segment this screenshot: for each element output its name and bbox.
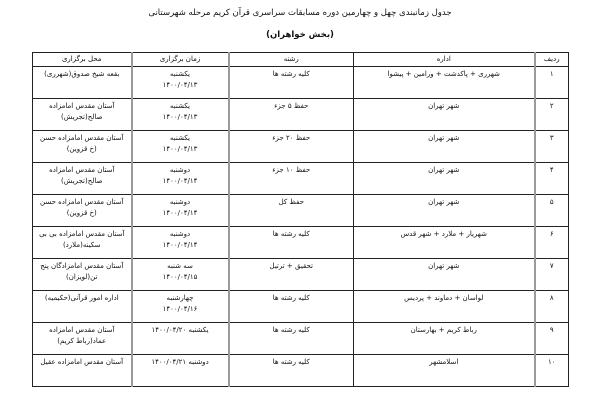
- cell-venue: بقعه شیخ صدوق(شهرری): [33, 67, 132, 99]
- table-row: [33, 227, 569, 259]
- cell-date: ۱۴۰۰/۰۴/۲۱: [151, 358, 187, 366]
- cell-date: ۱۴۰۰/۰۴/۱۴: [162, 241, 198, 249]
- table-row: [33, 99, 569, 131]
- cell-field: حفظ ۲۰ جزء: [229, 131, 354, 163]
- cell-venue: آستان مقدس امامزاده حسن (خ قزوین): [33, 195, 132, 227]
- cell-venue: آستان مقدس امامزاده صالح(تجریش): [33, 99, 132, 131]
- cell-day: دوشنبه: [188, 358, 209, 366]
- cell-index: ۱: [535, 67, 569, 99]
- header-office: اداره: [354, 53, 535, 67]
- cell-office: لواسان + دماوند + پردیس: [354, 291, 535, 323]
- header-field: رشته: [229, 53, 354, 67]
- cell-office: شهر تهران: [354, 163, 535, 195]
- cell-time: [132, 67, 229, 99]
- cell-field: کلیه رشته ها: [229, 323, 354, 355]
- cell-office: شهرری + پاکدشت + ورامین + پیشوا: [354, 67, 535, 99]
- cell-venue: آستان مقدس امامزاده بی بی سکینه(ملارد): [33, 227, 132, 259]
- cell-index: ۵: [535, 195, 569, 227]
- cell-date: ۱۴۰۰/۰۴/۱۳: [162, 145, 198, 153]
- cell-time: [132, 99, 229, 131]
- cell-date: ۱۴۰۰/۰۴/۲۰: [151, 326, 187, 334]
- cell-venue: اداره امور قرآنی(حکیمیه): [33, 291, 132, 323]
- cell-field: حفظ ۱۰ جزء: [229, 163, 354, 195]
- table-row: [33, 131, 569, 163]
- cell-time: [132, 259, 229, 291]
- cell-index: ۹: [535, 323, 569, 355]
- cell-time: [132, 227, 229, 259]
- cell-date: ۱۴۰۰/۰۴/۱۳: [162, 81, 198, 89]
- cell-index: ۴: [535, 163, 569, 195]
- cell-day: یکشنبه: [169, 102, 191, 110]
- cell-venue: آستان مقدس امامزاده صالح(تجریش): [33, 163, 132, 195]
- cell-office: شهر تهران: [354, 131, 535, 163]
- cell-field: تحقیق + ترتیل: [229, 259, 354, 291]
- cell-time: [132, 323, 229, 355]
- cell-time: [132, 131, 229, 163]
- cell-venue: آستان مقدس امامزاده عقیل: [33, 355, 132, 387]
- cell-time: [132, 163, 229, 195]
- table-row: [33, 67, 569, 99]
- cell-index: ۷: [535, 259, 569, 291]
- cell-office: شهر تهران: [354, 259, 535, 291]
- cell-office: شهر تهران: [354, 99, 535, 131]
- cell-day: دوشنبه: [169, 166, 191, 174]
- cell-time: [132, 291, 229, 323]
- cell-field: کلیه رشته ها: [229, 291, 354, 323]
- cell-day: یکشنبه: [169, 134, 191, 142]
- header-index: ردیف: [535, 53, 569, 67]
- cell-office: شهریار + ملارد + شهر قدس: [354, 227, 535, 259]
- cell-time: [132, 355, 229, 387]
- cell-field: کلیه رشته ها: [229, 355, 354, 387]
- cell-office: رباط کریم + بهارستان: [354, 323, 535, 355]
- cell-date: ۱۴۰۰/۰۴/۱۴: [162, 209, 198, 217]
- cell-venue: آستان مقدس امامزاده عماد(رباط کریم): [33, 323, 132, 355]
- table-row: [33, 195, 569, 227]
- cell-day: چهارشنبه: [166, 294, 194, 302]
- cell-field: حفظ کل: [229, 195, 354, 227]
- cell-office: اسلامشهر: [354, 355, 535, 387]
- table-row: [33, 323, 569, 355]
- table-row: [33, 355, 569, 387]
- cell-index: ۲: [535, 99, 569, 131]
- cell-field: کلیه رشته ها: [229, 227, 354, 259]
- cell-index: ۳: [535, 131, 569, 163]
- cell-day: دوشنبه: [169, 230, 191, 238]
- cell-day: یکشنبه: [188, 326, 209, 334]
- cell-venue: آستان مقدس امامزاده حسن (خ قزوین): [33, 131, 132, 163]
- cell-field: کلیه رشته ها: [229, 67, 354, 99]
- table-row: [33, 291, 569, 323]
- cell-time: [132, 195, 229, 227]
- cell-index: ۶: [535, 227, 569, 259]
- cell-day: دوشنبه: [169, 198, 191, 206]
- header-time: زمان برگزاری: [132, 53, 229, 67]
- cell-date: ۱۴۰۰/۰۴/۱۵: [162, 273, 198, 281]
- cell-venue: آستان مقدس امامزادگان پنج تن(لویزان): [33, 259, 132, 291]
- schedule-table: [32, 52, 569, 387]
- cell-date: ۱۴۰۰/۰۴/۱۴: [162, 177, 198, 185]
- table-header-row: [33, 53, 569, 67]
- table-row: [33, 259, 569, 291]
- cell-day: سه شنبه: [167, 262, 193, 270]
- cell-office: شهر تهران: [354, 195, 535, 227]
- cell-index: ۱۰: [535, 355, 569, 387]
- cell-day: یکشنبه: [169, 70, 191, 78]
- cell-date: ۱۴۰۰/۰۴/۱۳: [162, 113, 198, 121]
- cell-date: ۱۴۰۰/۰۴/۱۶: [162, 305, 198, 313]
- document-title: جدول زمانبندی چهل و چهارمین دوره مسابقات سراسری قرآن کریم مرحله شهرستانی: [148, 8, 452, 18]
- header-venue: محل برگزاری: [33, 53, 132, 67]
- cell-field: حفظ ۵ جزء: [229, 99, 354, 131]
- document-subtitle: (بخش خواهران): [266, 30, 334, 40]
- table-row: [33, 163, 569, 195]
- cell-index: ۸: [535, 291, 569, 323]
